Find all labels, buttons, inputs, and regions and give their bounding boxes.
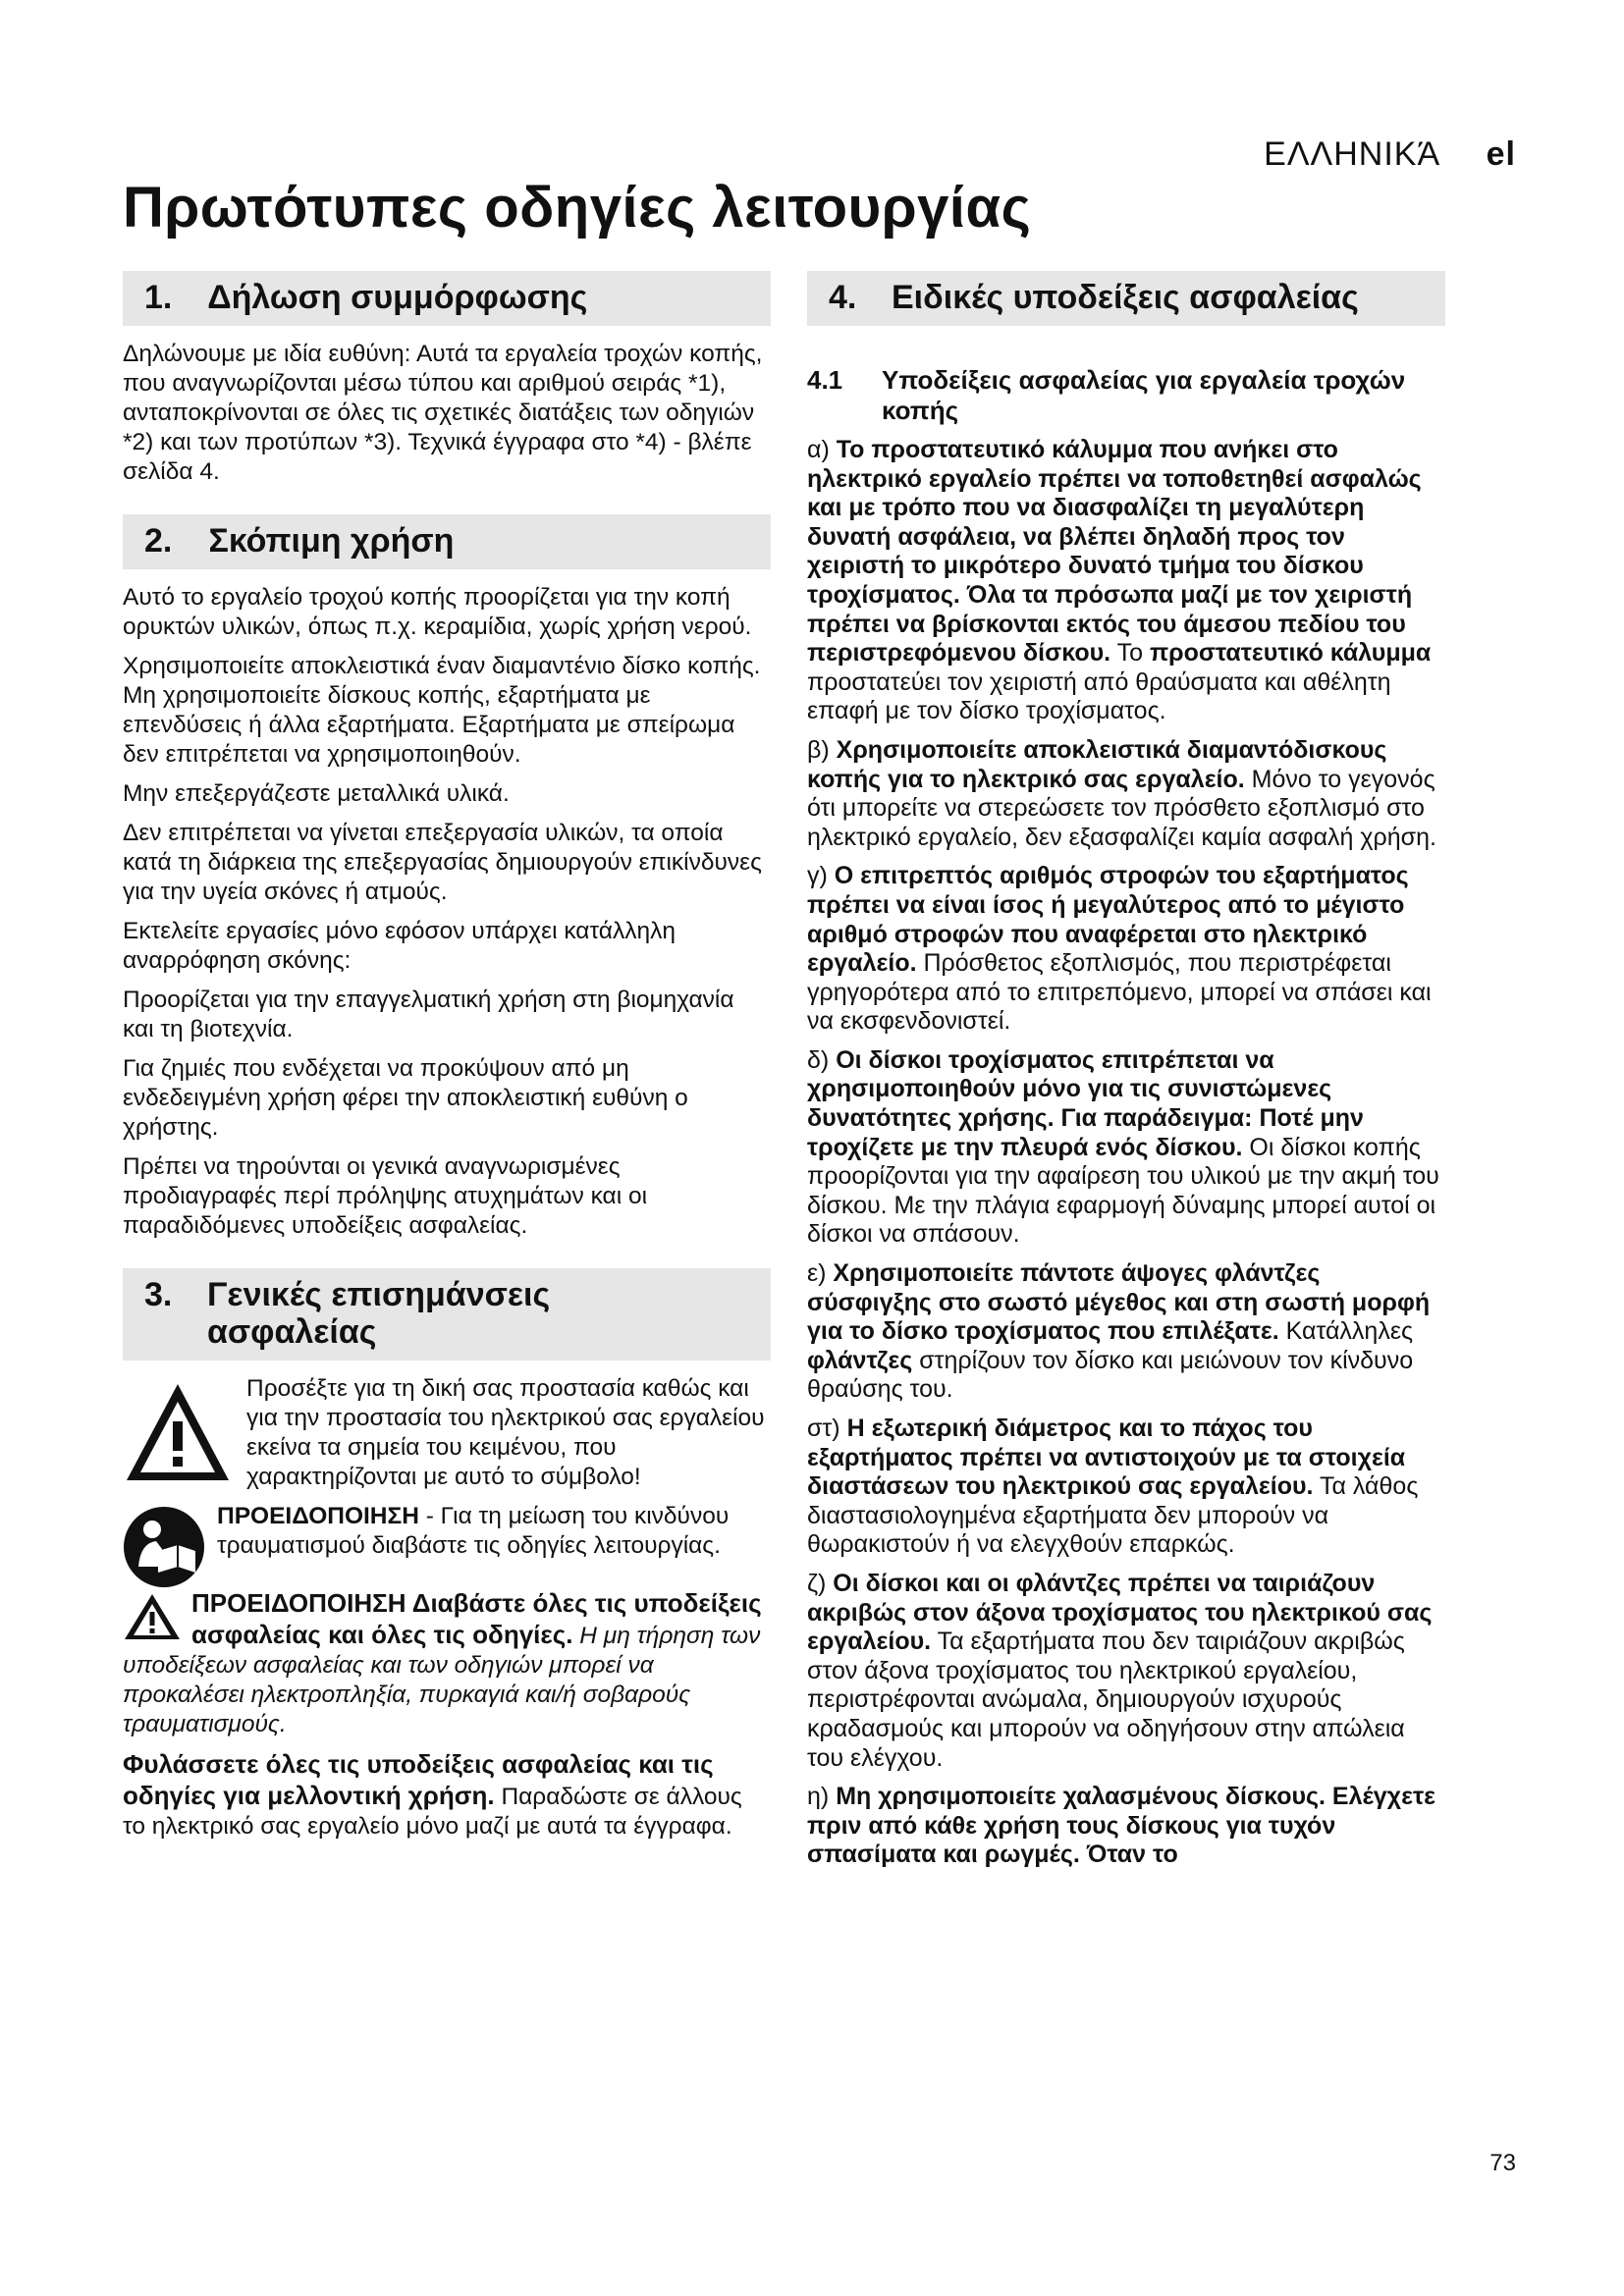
left-column [123,271,771,1851]
keep-instructions-text: Παραδώστε σε άλλους το ηλεκτρικό σας εργαλείο μόνο μαζί με αυτά τα έγγραφα. [123,1784,742,1840]
warning-triangle-icon [123,1380,233,1484]
page-title: Πρωτότυπες οδηγίες λειτουργίας [123,176,1032,240]
keep-instructions: Φυλάσσετε όλες τις υποδείξεις ασφαλείας και τις οδηγίες για μελλοντική χρήση. [123,1749,714,1810]
section-4-number: 4. [829,279,857,316]
section-1-text: Δηλώνουμε με ιδία ευθύνη: Αυτά τα εργαλεία τροχών κοπής, που αναγνωρίζονται μέσω τύπου και αριθμού σειράς *1), ανταποκρίνονται σε όλες τις σχετικές διατάξεις των οδηγιών *2) και των προτύπων *3). Τεχνικά έγγραφα στο *4) - βλέπε σελίδα 4. [123,341,763,485]
warning-triangle-icon [123,1592,182,1641]
warning-read-all: ΠΡΟΕΙΔΟΠΟΙΗΣΗ Διαβάστε όλες τις υποδείξεις ασφαλείας και όλες τις οδηγίες. [191,1588,762,1649]
safety-item: δ) Οι δίσκοι τροχίσματος επιτρέπεται να χρησιμοποιηθούν μόνο για τις συνιστώμενες δυνατότητες χρήσης. Για παράδειγμα: Ποτέ μην τροχίζετε με την πλευρά ενός δίσκου. Οι δίσκοι κοπής προορίζονται για την αφαίρεση του υλικού με την ακμή του δίσκου. Με την πλάγια εφαρμογή δύναμης μπορεί αυτοί οι δίσκοι να σπάσουν. [807,1045,1439,1249]
safety-item: στ) Η εξωτερική διάμετρος και το πάχος του εξαρτήματος πρέπει να αντιστοιχούν με τα στοιχεία διαστάσεων του ηλεκτρικού σας εργαλείου. Τα λάθος διαστασιολογημένα εξαρτήματα δεν μπορούν να θωρακιστούν ή να ελεγχθούν επαρκώς. [807,1415,1419,1559]
section-1-heading [123,271,771,326]
safety-item: ζ) Οι δίσκοι και οι φλάντζες πρέπει να ταιριάζουν ακριβώς στον άξονα τροχίσματος του ηλεκτρικού σας εργαλείου. Τα εξαρτήματα που δεν ταιριάζουν ακριβώς στον άξονα τροχίσματος του ηλεκτρικού εργαλείου, περιστρέφονται ανώμαλα, δημιουργούν ισχυρούς κραδασμούς και μπορούν να οδηγήσουν στην απώλεια του ελέγχου. [807,1569,1433,1772]
section-4-heading [807,271,1445,326]
section-1-title: Δήλωση συμμόρφωσης [207,279,588,316]
warning-read-block [123,1502,771,1588]
safety-item: α) Το προστατευτικό κάλυμμα που ανήκει στο ηλεκτρικό εργαλείο πρέπει να τοποθετηθεί ασφαλώς και με τρόπο που να διασφαλίζει τη μεγαλύτερη δυνατή ασφάλεια, να βλέπει δηλαδή προς τον χειριστή το μικρότερο δυνατό τμήμα του δίσκου τροχίσματος. Όλα τα πρόσωπα μαζί με τον χειριστή πρέπει να βρίσκονται εκτός του άμεσου πεδίου του περιστρεφόμενου δίσκου. Το προστατευτικό κάλυμμα προστατεύει τον χειριστή από θραύσματα και αθέλητη επαφή με τον δίσκο τροχίσματος. [807,436,1432,725]
safety-item: β) Χρησιμοποιείτε αποκλειστικά διαμαντόδισκους κοπής για το ηλεκτρικό σας εργαλείο. Μόνο το γεγονός ότι μπορείτε να στερεώσετε τον πρόσθετο εξοπλισμό στο ηλεκτρικό εργαλείο, δεν εξασφαλίζει καμία ασφαλή χρήση. [807,735,1436,851]
subsection-title: Υποδείξεις ασφαλείας για εργαλεία τροχών κοπής [882,365,1406,425]
section-2-number: 2. [144,522,173,560]
attention-text: Προσέξτε για τη δική σας προστασία καθώς και για την προστασία του ηλεκτρικού σας εργαλείου εκείνα τα σημεία του κειμένου, που χαρακτηρίζονται με αυτό το σύμβολο! [246,1375,765,1490]
section-2-heading [123,514,771,569]
warning-all-block [123,1588,771,1749]
language-label: ΕΛΛΗΝΙΚΆ [1264,135,1441,173]
section-2-paragraph: Μην επεξεργάζεστε μεταλλικά υλικά. [123,780,510,807]
section-2-paragraph: Αυτό το εργαλείο τροχού κοπής προορίζεται για την κοπή ορυκτών υλικών, όπως π.χ. κεραμίδια, χωρίς χρήση νερού. [123,584,752,640]
safety-item: ε) Χρησιμοποιείτε πάντοτε άψογες φλάντζες σύσφιγξης στο σωστό μέγεθος και στη σωστή μορφή για το δίσκο τροχίσματος που επιλέξατε. Κατάλληλες φλάντζες στηρίζουν τον δίσκο και μειώνουν τον κίνδυνο θραύσης του. [807,1259,1431,1404]
section-2-title: Σκόπιμη χρήση [208,522,455,560]
subsection-number: 4.1 [807,365,843,395]
section-4-title: Ειδικές υποδείξεις ασφαλείας [892,279,1359,316]
language-indicator [1264,135,1516,174]
section-3-number: 3. [144,1276,173,1313]
section-2-paragraph: Προορίζεται για την επαγγελματική χρήση στη βιομηχανία και τη βιοτεχνία. [123,987,734,1042]
attention-block [123,1374,771,1502]
section-2-paragraph: Για ζημιές που ενδέχεται να προκύψουν από μη ενδεδειγμένη χρήση φέρει την αποκλειστική ευθύνη ο χρήστης. [123,1055,688,1141]
section-2-paragraph: Χρησιμοποιείτε αποκλειστικά έναν διαμαντένιο δίσκο κοπής. Μη χρησιμοποιείτε δίσκους κοπής, εξαρτήματα με επενδύσεις ή άλλα εξαρτήματα. Εξαρτήματα με σπείρωμα δεν επιτρέπεται να χρησιμοποιηθούν. [123,653,761,768]
page-number: 73 [1489,2150,1516,2176]
safety-item: γ) Ο επιτρεπτός αριθμός στροφών του εξαρτήματος πρέπει να είναι ίσος ή μεγαλύτερος από το μέγιστο αριθμό στροφών που αναφέρεται στο ηλεκτρικό εργαλείο. Πρόσθετος εξοπλισμός, που περιστρέφεται γρηγορότερα από το επιτρεπόμενο, μπορεί να σπάσει και να εκσφενδονιστεί. [807,862,1432,1036]
section-2-paragraph: Πρέπει να τηρούνται οι γενικά αναγνωρισμένες προδιαγραφές περί πρόληψης ατυχημάτων και οι παραδιδόμενες υποδείξεις ασφαλείας. [123,1153,648,1239]
subsection-4-1-heading [807,365,1445,426]
language-code: el [1486,135,1516,173]
warning-label: ΠΡΟΕΙΔΟΠΟΙΗΣΗ [217,1503,419,1529]
section-1-number: 1. [144,279,173,316]
section-2-paragraph: Εκτελείτε εργασίες μόνο εφόσον υπάρχει κατάλληλη αναρρόφηση σκόνης: [123,918,676,974]
safety-item: η) Μη χρησιμοποιείτε χαλασμένους δίσκους. Ελέγχετε πριν από κάθε χρήση τους δίσκους για τυχόν σπασίματα και ρωγμές. Όταν το [807,1783,1435,1869]
section-3-title: Γενικές επισημάνσεις ασφαλείας [207,1276,551,1351]
read-manual-icon [123,1506,205,1588]
section-3-heading [123,1268,771,1361]
warning-read-text: - Για τη μείωση του κινδύνου τραυματισμού διαβάστε τις οδηγίες λειτουργίας. [217,1503,730,1559]
warning-consequence: Η μη τήρηση των υποδείξεων ασφαλείας και των οδηγιών μπορεί να προκαλέσει ηλεκτροπληξία, πυρκαγιά και/ή σοβαρούς τραυματισμούς. [123,1623,761,1737]
section-2-paragraph: Δεν επιτρέπεται να γίνεται επεξεργασία υλικών, τα οποία κατά τη διάρκεια της επεξεργασίας δημιουργούν επικίνδυνες για την υγεία σκόνες ή ατμούς. [123,820,762,905]
right-column [807,271,1445,1880]
